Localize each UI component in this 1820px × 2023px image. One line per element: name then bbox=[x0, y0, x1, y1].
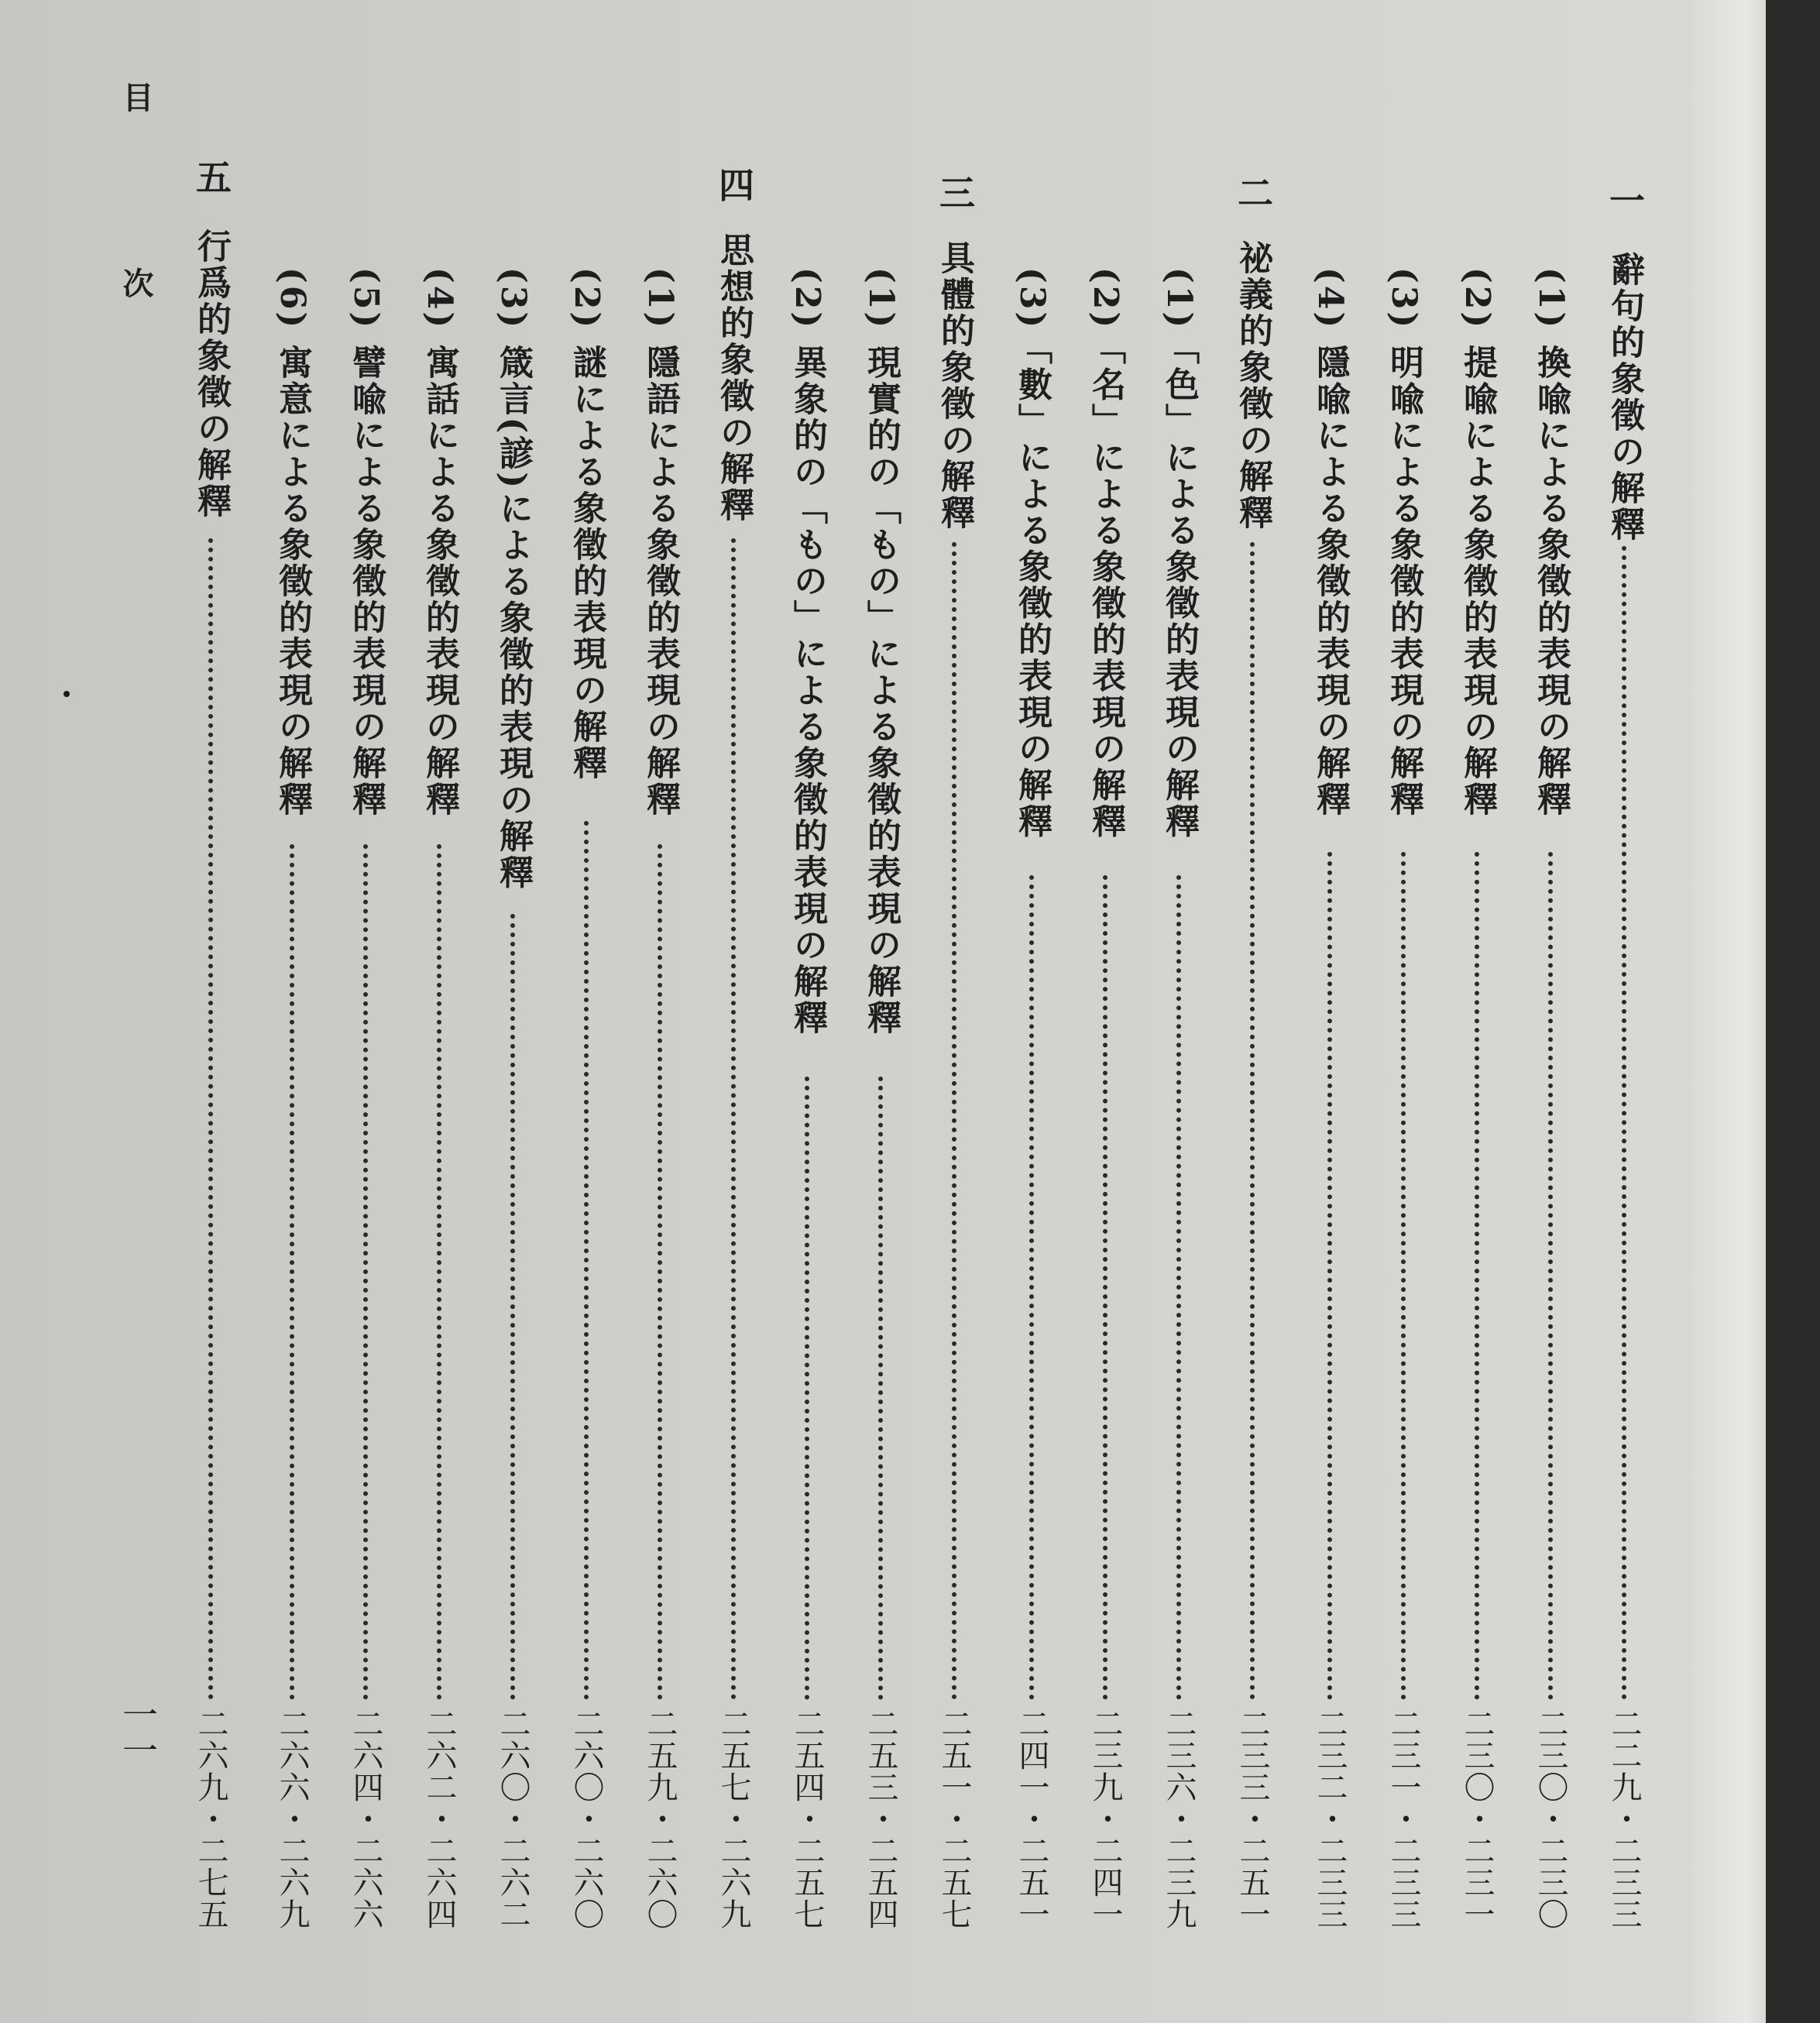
subsection-pages: 二五三・二五四 bbox=[863, 1708, 898, 1930]
section-title: 行爲的象徵の解釋 bbox=[191, 228, 231, 520]
subsection-title: (1) 隱語による象徵的表現の解釋 bbox=[640, 267, 680, 818]
subsection-title: (4) 寓話による象徵的表現の解釋 bbox=[420, 267, 459, 818]
subsection-title: (2)「名」による象徵的表現の解釋 bbox=[1086, 267, 1125, 840]
dot-leader bbox=[363, 844, 368, 1700]
section-number: 五 bbox=[191, 159, 232, 194]
subsection-title: (5) 譬喩による象徵的表現の解釋 bbox=[346, 267, 386, 818]
subsection-title: (4) 隱喩による象徵的表現の解釋 bbox=[1310, 267, 1350, 818]
subsection-title: (3) 明喩による象徵的表現の解釋 bbox=[1384, 267, 1423, 818]
subsection-title: (1) 換喩による象徵的表現の解釋 bbox=[1531, 267, 1571, 818]
subsection-pages: 二五四・二五七 bbox=[789, 1708, 825, 1930]
subsection-title: (3)「數」による象徵的表現の解釋 bbox=[1012, 267, 1052, 840]
section-pages: 二二九・二三三 bbox=[1606, 1708, 1642, 1930]
dot-leader bbox=[1250, 542, 1255, 1700]
section-number: 二 bbox=[1232, 174, 1274, 210]
section-number: 四 bbox=[713, 167, 755, 202]
dot-leader bbox=[805, 1077, 809, 1700]
running-head-top: 目 bbox=[118, 81, 154, 112]
dot-leader bbox=[1401, 852, 1406, 1700]
subsection-title: (1)「色」による象徵的表現の解釋 bbox=[1159, 267, 1199, 840]
subsection-pages: 二三九・二四一 bbox=[1087, 1708, 1123, 1930]
dot-leader bbox=[437, 844, 441, 1700]
dot-leader bbox=[290, 844, 294, 1700]
subsection-title: (2) 謎による象徵的表現の解釋 bbox=[567, 267, 606, 781]
section-title: 祕義的象徵の解釋 bbox=[1233, 240, 1272, 531]
subsection-pages: 二六六・二六九 bbox=[274, 1708, 310, 1930]
section-title: 辭句的象徵の解釋 bbox=[1605, 252, 1644, 543]
subsection-pages: 二四一・二五一 bbox=[1014, 1708, 1049, 1930]
section-title: 具體的象徵の解釋 bbox=[935, 240, 974, 531]
dot-leader bbox=[1475, 852, 1479, 1700]
subsection-pages: 二六二・二六四 bbox=[421, 1708, 457, 1930]
subsection-pages: 二六〇・二六〇 bbox=[568, 1708, 604, 1930]
running-head-bottom: 次 bbox=[118, 267, 154, 298]
section-pages: 二五七・二六九 bbox=[716, 1708, 751, 1930]
dot-leader bbox=[731, 538, 736, 1700]
subsection-title: (6) 寓意による象徵的表現の解釋 bbox=[273, 267, 312, 818]
section-pages: 二六九・二七五 bbox=[193, 1708, 228, 1930]
subsection-pages: 二三六・二三九 bbox=[1161, 1708, 1197, 1930]
subsection-title: (2) 提喩による象徵的表現の解釋 bbox=[1458, 267, 1497, 818]
subsection-title: (1) 現實的の「もの」による象徵的表現の解釋 bbox=[861, 267, 901, 1036]
dot-leader bbox=[510, 914, 515, 1700]
section-pages: 二五一・二五七 bbox=[936, 1708, 972, 1930]
dot-leader bbox=[208, 538, 213, 1700]
section-number: 三 bbox=[934, 174, 976, 210]
subsection-pages: 二三〇・二三〇 bbox=[1533, 1708, 1568, 1930]
dot-leader bbox=[878, 1077, 883, 1700]
dot-leader bbox=[1548, 852, 1553, 1700]
dot-leader bbox=[1176, 875, 1181, 1700]
book-gutter bbox=[1688, 0, 1766, 2023]
subsection-pages: 二三〇・二三一 bbox=[1459, 1708, 1495, 1930]
subsection-pages: 二六〇・二六二 bbox=[495, 1708, 531, 1930]
dot-leader bbox=[1029, 875, 1034, 1700]
subsection-pages: 二三一・二三三 bbox=[1386, 1708, 1421, 1930]
subsection-title: (3) 箴言(諺)による象徵的表現の解釋 bbox=[493, 267, 533, 891]
dot-leader bbox=[658, 844, 662, 1700]
dot-leader bbox=[1622, 546, 1626, 1700]
section-pages: 二三三・二五一 bbox=[1235, 1708, 1270, 1930]
dot-leader bbox=[952, 542, 956, 1700]
subsection-title: (2) 異象的の「もの」による象徵的表現の解釋 bbox=[788, 267, 827, 1036]
subsection-pages: 二五九・二六〇 bbox=[642, 1708, 678, 1930]
section-number: 一 bbox=[1604, 182, 1646, 218]
dot-leader bbox=[1327, 852, 1332, 1700]
folio-number: 一一 bbox=[117, 1696, 159, 1767]
subsection-pages: 二六四・二六六 bbox=[348, 1708, 383, 1930]
section-title: 思想的象徵の解釋 bbox=[714, 232, 754, 524]
paper-speck bbox=[64, 691, 70, 697]
dot-leader bbox=[584, 821, 589, 1700]
subsection-pages: 二三二・二三三 bbox=[1312, 1708, 1348, 1930]
dot-leader bbox=[1103, 875, 1107, 1700]
